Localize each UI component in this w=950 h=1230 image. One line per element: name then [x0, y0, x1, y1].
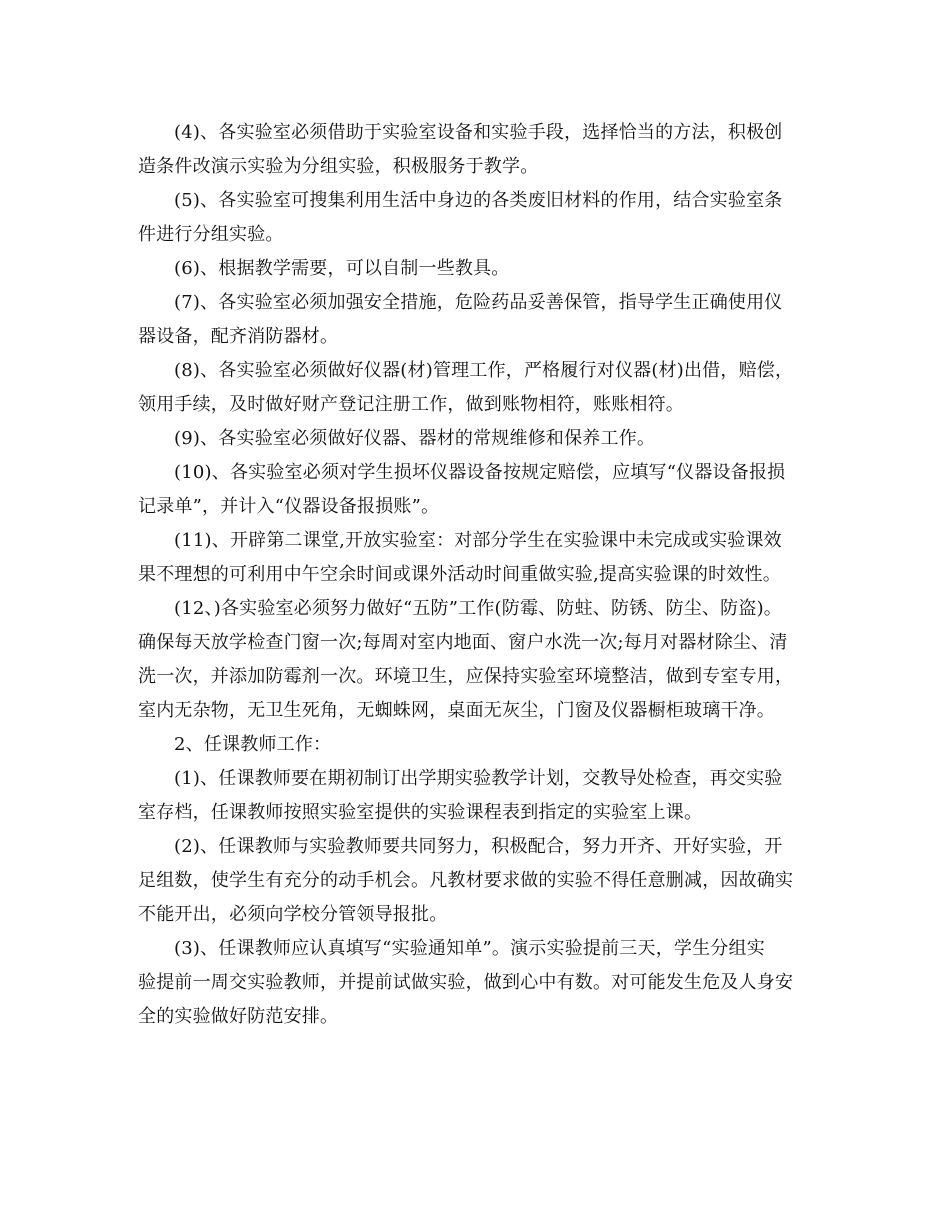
paragraph-item-6	[138, 252, 818, 286]
paragraph-line: 不能开出，必须向学校分管领导报批。	[138, 904, 448, 925]
paragraph-line: 室存档，任课教师按照实验室提供的实验课程表到指定的实验室上课。	[138, 802, 703, 823]
paragraph-line: 2、任课教师工作：	[174, 734, 332, 755]
paragraph-line: (3)、任课教师应认真填写“实验通知单”。演示实验提前三天，学生分组实	[174, 938, 765, 959]
paragraph-line: (12、)各实验室必须努力做好“五防”工作(防霉、防蛀、防锈、防尘、防盗)。	[174, 598, 782, 619]
paragraph-line: (2)、任课教师与实验教师要共同努力，积极配合，努力开齐、开好实验，开	[174, 836, 783, 857]
paragraph-item-5	[138, 184, 818, 252]
paragraph-line: 果不理想的可利用中午空余时间或课外活动时间重做实验,提高实验课的时效性。	[138, 564, 781, 585]
paragraph-line: 验提前一周交实验教师，并提前试做实验，做到心中有数。对可能发生危及人身安	[138, 972, 794, 993]
paragraph-line: (6)、根据教学需要，可以自制一些教具。	[174, 258, 510, 279]
paragraph-item-12	[138, 592, 818, 728]
paragraph-item-11	[138, 524, 818, 592]
paragraph-line: (7)、各实验室必须加强安全措施，危险药品妥善保管，指导学生正确使用仪	[174, 292, 783, 313]
paragraph-line: 造条件改演示实验为分组实验，积极服务于教学。	[138, 156, 539, 177]
paragraph-item-7	[138, 286, 818, 354]
paragraph-line: 记录单”，并计入“仪器设备报损账”。	[138, 496, 440, 517]
section-heading-teacher-work	[138, 728, 818, 762]
paragraph-item-10	[138, 456, 818, 524]
paragraph-line: (4)、各实验室必须借助于实验室设备和实验手段，选择恰当的方法，积极创	[174, 122, 783, 143]
document-body	[138, 116, 818, 1034]
paragraph-line: 器设备，配齐消防器材。	[138, 326, 339, 347]
paragraph-line: 件进行分组实验。	[138, 224, 284, 245]
paragraph-line: 足组数，使学生有充分的动手机会。凡教材要求做的实验不得任意删减，因故确实	[138, 870, 794, 891]
paragraph-line: 洗一次，并添加防霉剂一次。环境卫生，应保持实验室环境整洁，做到专室专用，	[138, 666, 794, 687]
paragraph-teacher-1	[138, 762, 818, 830]
paragraph-line: 室内无杂物，无卫生死角，无蜘蛛网，桌面无灰尘，门窗及仪器橱柜玻璃干净。	[138, 700, 775, 721]
paragraph-line: (10)、各实验室必须对学生损坏仪器设备按规定赔偿，应填写“仪器设备报损	[174, 462, 786, 483]
paragraph-item-8	[138, 354, 818, 422]
paragraph-line: (5)、各实验室可搜集利用生活中身边的各类废旧材料的作用，结合实验室条	[174, 190, 783, 211]
paragraph-line: (8)、各实验室必须做好仪器(材)管理工作，严格履行对仪器(材)出借，赔偿，	[174, 360, 794, 381]
paragraph-line: (11)、开辟第二课堂,开放实验室：对部分学生在实验课中未完成或实验课效	[174, 530, 782, 551]
paragraph-teacher-3	[138, 932, 818, 1034]
paragraph-teacher-2	[138, 830, 818, 932]
paragraph-line: 确保每天放学检查门窗一次;每周对室内地面、窗户水洗一次;每月对器材除尘、清	[138, 632, 788, 653]
paragraph-item-4	[138, 116, 818, 184]
paragraph-line: 全的实验做好防范安排。	[138, 1006, 339, 1027]
paragraph-item-9	[138, 422, 818, 456]
paragraph-line: (1)、任课教师要在期初制订出学期实验教学计划，交教导处检查，再交实验	[174, 768, 783, 789]
paragraph-line: 领用手续，及时做好财产登记注册工作，做到账物相符，账账相符。	[138, 394, 684, 415]
paragraph-line: (9)、各实验室必须做好仪器、器材的常规维修和保养工作。	[174, 428, 656, 449]
